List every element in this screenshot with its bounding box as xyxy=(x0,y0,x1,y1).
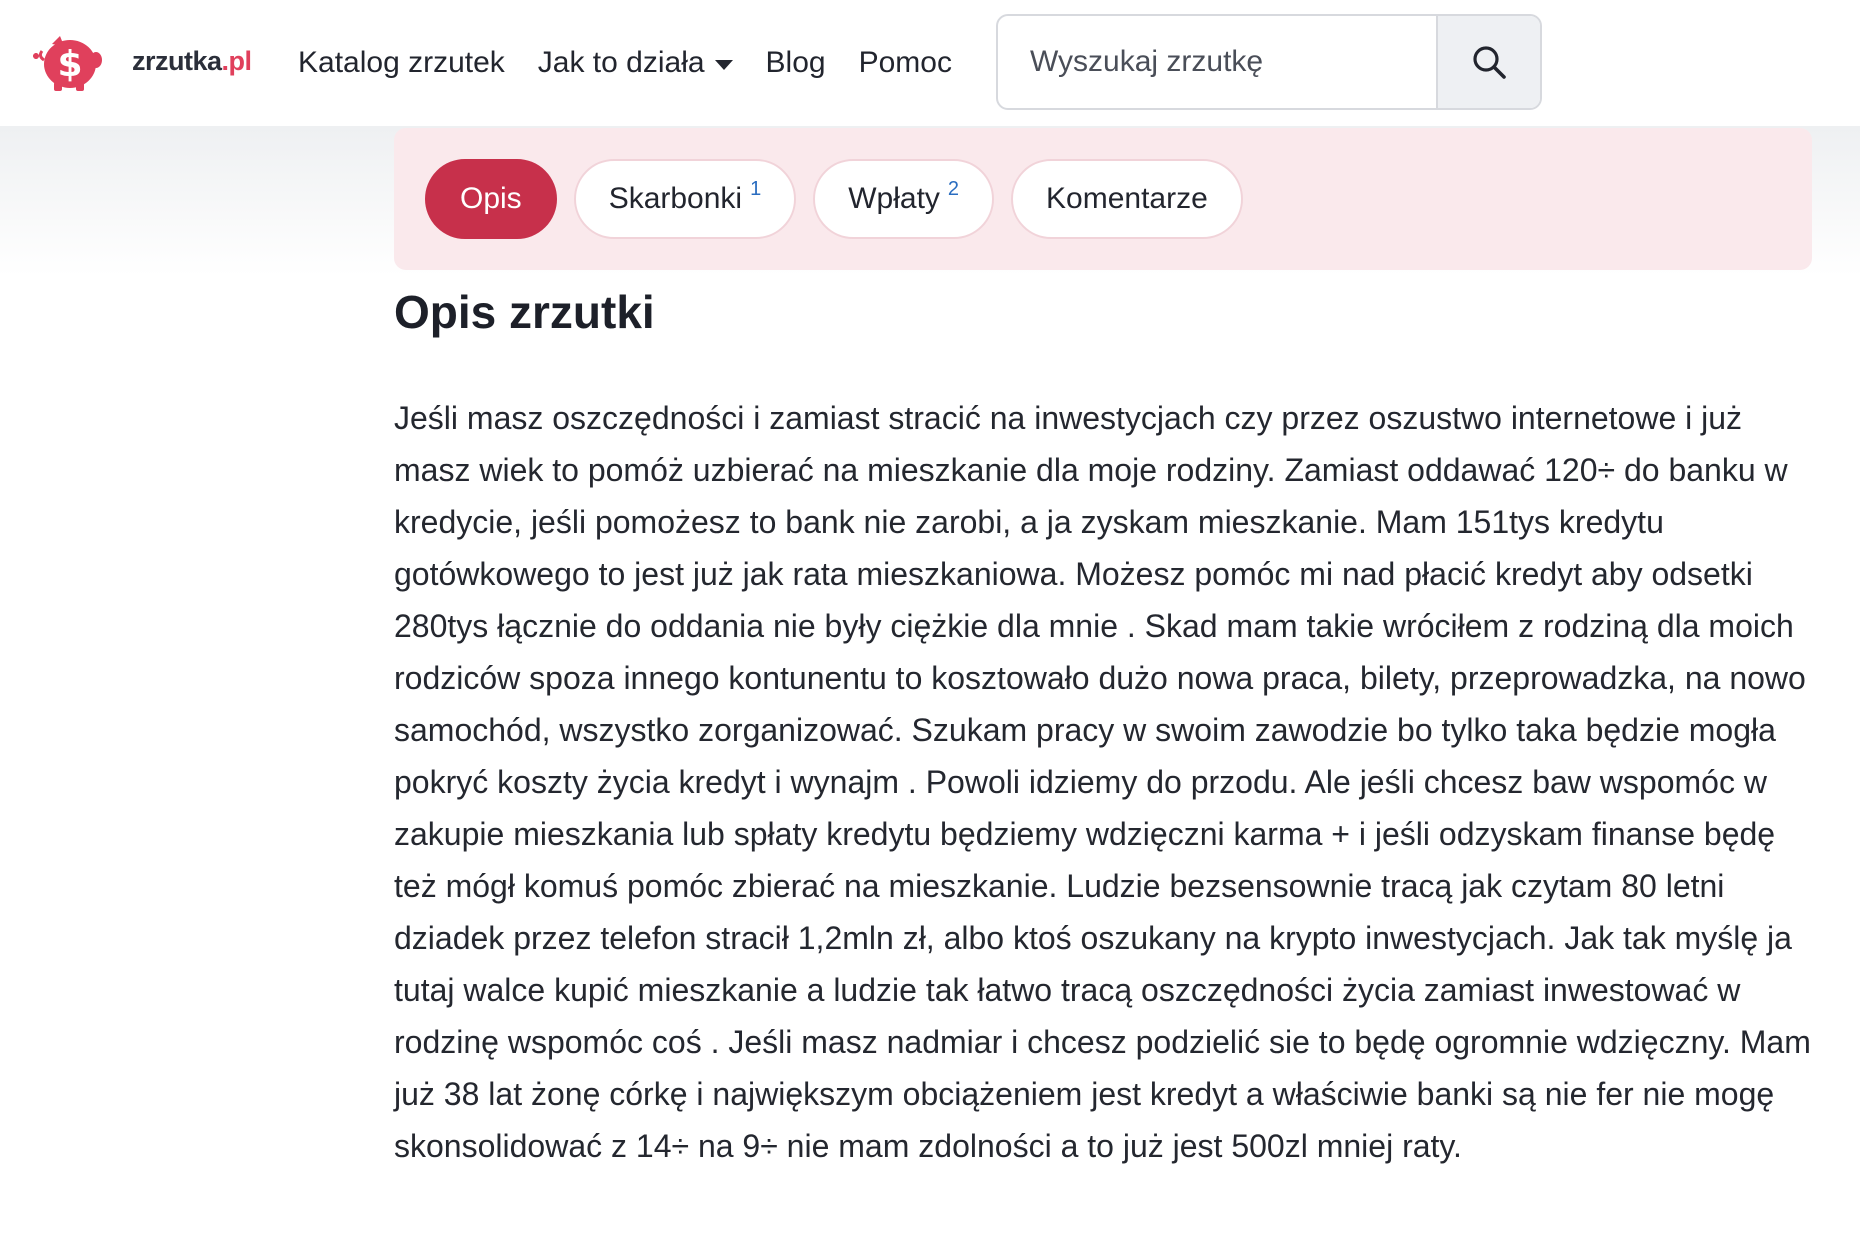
description-text: Jeśli masz oszczędności i zamiast stracić na inwestycjach czy przez oszustwo internetowe i już masz wiek to pomóż uzbierać na mieszkanie dla moje rodziny. Zamiast oddawać 120÷ do banku w kredycie, jeśli pomożesz to bank nie zarobi, a ja zyskam mieszkanie. Mam 151tys kredytu gotówkowego to jest już jak rata mieszkaniowa. Możesz pomóc mi nad płacić kredyt aby odsetki 280tys łącznie do oddania nie były ciężkie dla mnie . Skad mam takie wróciłem z rodziną dla moich rodziców spoza innego kontunentu to kosztowało dużo nowa praca, bilety, przeprowadzka, na nowo samochód, wszystko zorganizować. Szukam pracy w swoim zawodzie bo tylko taka będzie mogła pokryć koszty życia kredyt i wynajm . Powoli idziemy do przodu. Ale jeśli chcesz baw wspomóc w zakupie mieszkania lub spłaty kredytu będziemy wdzięczni karma + i jeśli odzyskam finanse będę też mógł komuś pomóc zbierać na mieszkanie. Ludzie bezsensownie tracą jak czytam 80 letni dziadek przez telefon stracił 1,2mln zł, albo ktoś oszukany na krypto inwestycjach. Jak tak myślę ja tutaj walce kupić mieszkanie a ludzie tak łatwo tracą oszczędności życia zamiast inwestować w rodzinę wspomóc coś . Jeśli masz nadmiar i chcesz podzielić sie to będę ogromnie wdzięczny. Mam już 38 lat żonę córkę i największym obciążeniem jest kredyt a właściwie banki są nie fer nie mogę skonsolidować z 14÷ na 9÷ nie mam zdolności a to już jest 500zl mniej raty. xyxy=(394,400,1811,1164)
description-section xyxy=(394,280,1824,1172)
tab-label: Komentarze xyxy=(1046,182,1208,215)
search-bar xyxy=(996,14,1542,110)
logo-name: zrzutka xyxy=(132,45,222,76)
nav-item-blog[interactable] xyxy=(766,46,826,80)
logo-text xyxy=(132,46,252,77)
tab-opis[interactable] xyxy=(425,159,557,239)
nav-item-jak-to-dziala[interactable] xyxy=(538,46,733,80)
search-button[interactable] xyxy=(1436,16,1540,108)
logo-tld: .pl xyxy=(221,45,252,76)
tab-count-badge: 1 xyxy=(750,177,762,200)
tab-wplaty[interactable] xyxy=(813,159,994,239)
nav-item-katalog[interactable] xyxy=(298,46,505,80)
nav-item-label: Blog xyxy=(765,46,826,79)
nav-item-label: Katalog zrzutek xyxy=(298,46,505,79)
tab-skarbonki[interactable] xyxy=(574,159,797,239)
tabs-bar xyxy=(394,128,1812,270)
main-nav xyxy=(298,0,985,126)
tab-label: Wpłaty xyxy=(848,182,940,215)
nav-item-pomoc[interactable] xyxy=(859,46,952,80)
tab-komentarze[interactable] xyxy=(1011,159,1243,239)
nav-item-label: Jak to działa xyxy=(537,46,705,79)
caret-down-icon xyxy=(715,60,733,70)
piggy-bank-dollar-icon xyxy=(30,30,126,92)
search-icon xyxy=(1471,44,1507,80)
section-title: Opis zrzutki xyxy=(394,286,655,338)
tab-count-badge: 2 xyxy=(947,177,960,200)
search-input[interactable] xyxy=(998,16,1436,108)
nav-item-label: Pomoc xyxy=(858,46,952,79)
tab-label: Skarbonki xyxy=(608,182,743,215)
tab-label: Opis xyxy=(460,182,522,215)
site-logo[interactable] xyxy=(30,30,252,92)
svg-text:$: $ xyxy=(57,44,83,85)
site-header xyxy=(0,0,1860,126)
